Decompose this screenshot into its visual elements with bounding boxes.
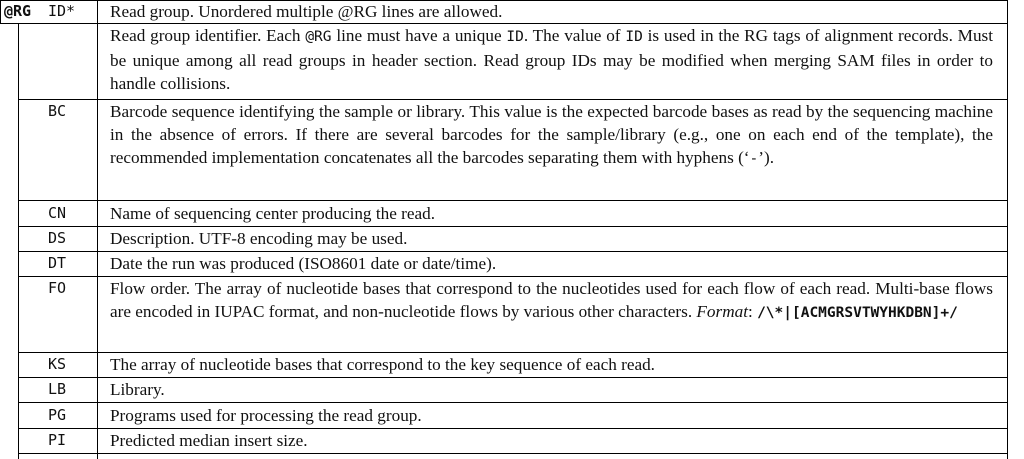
- subtable-left-border: [18, 23, 19, 459]
- description-text: line must have a unique: [331, 26, 507, 45]
- inline-code: /\*|[ACMGRSVTWYHKDBN]+/: [757, 305, 958, 321]
- description-text: Read group identifier. Each: [110, 26, 306, 45]
- group-tag: @RG: [4, 2, 32, 20]
- field-tag-id: ID*: [48, 2, 76, 20]
- table-left-border: [0, 0, 1, 23]
- group-description: [110, 0, 993, 23]
- field-description-dt: [110, 252, 993, 275]
- field-description-bc: [110, 100, 993, 171]
- field-tag-dt: DT: [48, 254, 67, 272]
- inline-code: ID: [625, 29, 643, 45]
- description-text: ’).: [758, 148, 775, 167]
- field-description-ds: [110, 227, 993, 250]
- row-divider: [18, 200, 1008, 201]
- description-text: Date the run was produced (ISO8601 date or date/time).: [110, 254, 497, 273]
- field-tag-fo: FO: [48, 279, 67, 297]
- inline-code: -: [749, 151, 759, 167]
- field-description-pg: [110, 404, 993, 427]
- field-tag-cn: CN: [48, 204, 67, 222]
- field-tag-pi: PI: [48, 431, 67, 449]
- description-text: Format: [696, 302, 748, 321]
- field-tag-pg: PG: [48, 406, 67, 424]
- column-divider: [97, 0, 98, 459]
- description-text: Barcode sequence identifying the sample or library. This value is the expected barcode bases as read by the sequencing machine in the absence of errors. If there are several barcodes for the sample/library (e.g., one on each end of the template), the recommended implementation concatenates all the barcodes separating them with hyphens (‘: [110, 102, 993, 167]
- description-text: Predicted median insert size.: [110, 431, 308, 450]
- description-text: Programs used for processing the read group.: [110, 406, 422, 425]
- field-tag-ks: KS: [48, 355, 67, 373]
- description-text: is used in the RG tags of alignment records. Must be unique among all read groups in header section. Read group IDs may be modified when merging SAM files in order to handle collisions.: [110, 26, 994, 93]
- field-description-pi: [110, 429, 993, 452]
- field-tag-lb: LB: [48, 380, 67, 398]
- inline-code: ID: [506, 29, 524, 45]
- description-text: The array of nucleotide bases that correspond to the key sequence of each read.: [110, 355, 655, 374]
- row-divider: [18, 402, 1008, 403]
- description-text: Description. UTF-8 encoding may be used.: [110, 229, 408, 248]
- field-description-fo: [110, 277, 993, 325]
- description-text: Flow order. The array of nucleotide bases that correspond to the nucleotides used for each flow of each read. Multi-base flows are encoded in IUPAC format, and non-nucleotide flows by various other characters.: [110, 279, 993, 321]
- row-divider: [18, 453, 1008, 454]
- field-tag-ds: DS: [48, 229, 67, 247]
- description-text: :: [747, 302, 758, 321]
- field-description-cn: [110, 202, 993, 225]
- field-description-lb: [110, 378, 993, 401]
- description-text: . The value of: [523, 26, 626, 45]
- description-text: Library.: [110, 380, 165, 399]
- inline-code: @RG: [305, 29, 332, 45]
- table-right-border: [1007, 0, 1008, 459]
- field-description-id: [110, 24, 993, 95]
- field-description-ks: [110, 353, 993, 376]
- description-text: Name of sequencing center producing the read.: [110, 204, 435, 223]
- field-tag-bc: BC: [48, 102, 67, 120]
- group-description-text: Read group. Unordered multiple @RG lines are allowed.: [110, 2, 503, 21]
